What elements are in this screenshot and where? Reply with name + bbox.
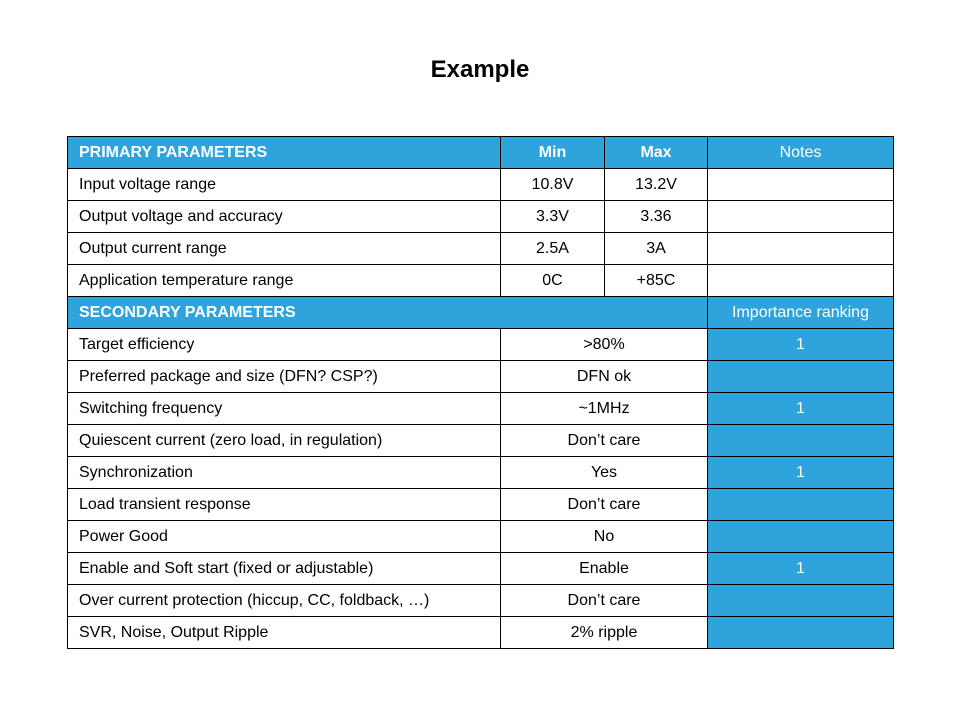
param-value: 2% ripple xyxy=(501,617,708,649)
max-value: 13.2V xyxy=(605,169,708,201)
table-row xyxy=(68,457,894,489)
param-value: ~1MHz xyxy=(501,393,708,425)
table-row xyxy=(68,585,894,617)
rank-value: 1 xyxy=(708,393,894,425)
secondary-parameters-header: SECONDARY PARAMETERS xyxy=(68,297,708,329)
param-name: Quiescent current (zero load, in regulation) xyxy=(68,425,501,457)
table-row xyxy=(68,361,894,393)
param-name: Load transient response xyxy=(68,489,501,521)
notes-header: Notes xyxy=(708,137,894,169)
table-row xyxy=(68,489,894,521)
param-value: No xyxy=(501,521,708,553)
table-row xyxy=(68,233,894,265)
notes-value xyxy=(708,233,894,265)
param-name: Power Good xyxy=(68,521,501,553)
param-value: >80% xyxy=(501,329,708,361)
param-value: Don’t care xyxy=(501,489,708,521)
table-row xyxy=(68,265,894,297)
param-name: Switching frequency xyxy=(68,393,501,425)
table-row xyxy=(68,553,894,585)
rank-value xyxy=(708,489,894,521)
param-value: Yes xyxy=(501,457,708,489)
notes-value xyxy=(708,169,894,201)
param-value: DFN ok xyxy=(501,361,708,393)
param-name: Application temperature range xyxy=(68,265,501,297)
table-row xyxy=(68,617,894,649)
param-name: Synchronization xyxy=(68,457,501,489)
min-value: 2.5A xyxy=(501,233,605,265)
page-title: Example xyxy=(430,56,530,83)
rank-value: 1 xyxy=(708,457,894,489)
rank-value: 1 xyxy=(708,553,894,585)
param-value: Don’t care xyxy=(501,425,708,457)
param-name: Output voltage and accuracy xyxy=(68,201,501,233)
param-name: Input voltage range xyxy=(68,169,501,201)
notes-value xyxy=(708,265,894,297)
table-row xyxy=(68,393,894,425)
rank-value xyxy=(708,361,894,393)
primary-header-row xyxy=(68,137,894,169)
table-row xyxy=(68,425,894,457)
param-value: Enable xyxy=(501,553,708,585)
notes-value xyxy=(708,201,894,233)
max-value: 3.36 xyxy=(605,201,708,233)
min-value: 0C xyxy=(501,265,605,297)
table-row xyxy=(68,521,894,553)
secondary-header-row xyxy=(68,297,894,329)
min-value: 10.8V xyxy=(501,169,605,201)
rank-value xyxy=(708,425,894,457)
rank-value xyxy=(708,585,894,617)
param-name: Enable and Soft start (fixed or adjustable) xyxy=(68,553,501,585)
table-row xyxy=(68,201,894,233)
min-header: Min xyxy=(501,137,605,169)
max-value: +85C xyxy=(605,265,708,297)
rank-value xyxy=(708,617,894,649)
param-name: Output current range xyxy=(68,233,501,265)
max-value: 3A xyxy=(605,233,708,265)
param-name: Target efficiency xyxy=(68,329,501,361)
primary-parameters-header: PRIMARY PARAMETERS xyxy=(68,137,501,169)
param-name: Preferred package and size (DFN? CSP?) xyxy=(68,361,501,393)
min-value: 3.3V xyxy=(501,201,605,233)
rank-value xyxy=(708,521,894,553)
importance-ranking-header: Importance ranking xyxy=(708,297,894,329)
table-row xyxy=(68,329,894,361)
max-header: Max xyxy=(605,137,708,169)
rank-value: 1 xyxy=(708,329,894,361)
param-name: SVR, Noise, Output Ripple xyxy=(68,617,501,649)
table-row xyxy=(68,169,894,201)
param-value: Don’t care xyxy=(501,585,708,617)
parameters-table xyxy=(67,136,894,649)
param-name: Over current protection (hiccup, CC, foldback, …) xyxy=(68,585,501,617)
